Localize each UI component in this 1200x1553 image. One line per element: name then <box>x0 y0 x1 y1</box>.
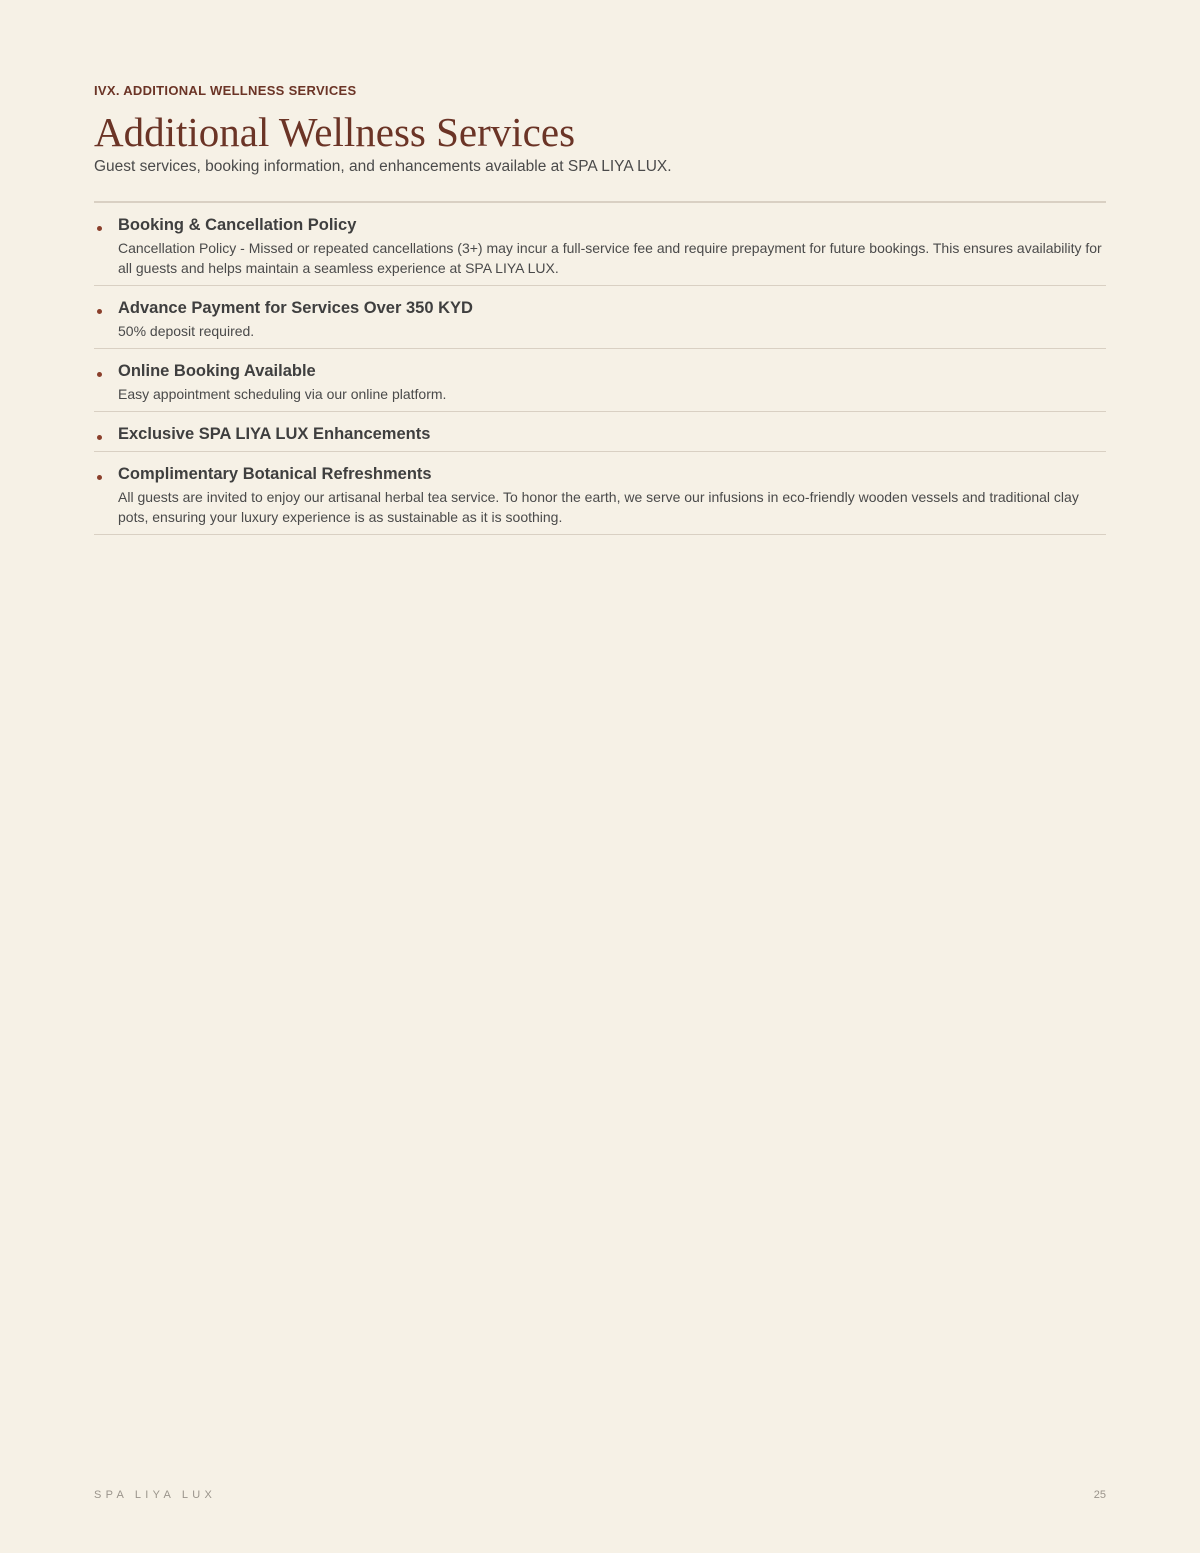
item-description: All guests are invited to enjoy our artisanal herbal tea service. To honor the earth, we serve our infusions in eco-friendly wooden vessels and traditional clay pots, ensuring your luxury experience is as sustainable as it is soothing. <box>118 489 1079 525</box>
bullet-icon <box>97 372 102 377</box>
page-number: 25 <box>1093 1489 1106 1501</box>
services-list <box>94 203 1106 535</box>
page-content <box>94 82 1106 535</box>
bullet-icon <box>97 309 102 314</box>
footer-brand: SPA LIYA LUX <box>94 1489 217 1501</box>
item-title: Complimentary Botanical Refreshments <box>118 465 432 483</box>
bullet-icon <box>97 435 102 440</box>
item-description: Easy appointment scheduling via our online platform. <box>118 386 447 402</box>
list-item <box>94 349 1106 412</box>
item-title: Advance Payment for Services Over 350 KYD <box>118 299 473 317</box>
item-title: Exclusive SPA LIYA LUX Enhancements <box>118 425 431 443</box>
bullet-icon <box>97 226 102 231</box>
item-title: Booking & Cancellation Policy <box>118 216 357 234</box>
page-subtitle: Guest services, booking information, and enhancements available at SPA LIYA LUX. <box>94 158 672 175</box>
item-description: 50% deposit required. <box>118 323 255 339</box>
list-item <box>94 412 1106 452</box>
page-title: Additional Wellness Services <box>94 109 576 155</box>
list-item <box>94 452 1106 535</box>
section-label: IVX. ADDITIONAL WELLNESS SERVICES <box>94 83 357 98</box>
item-title: Online Booking Available <box>118 362 316 380</box>
list-item <box>94 286 1106 349</box>
list-item <box>94 203 1106 286</box>
item-description: Cancellation Policy - Missed or repeated cancellations (3+) may incur a full-service fee and require prepayment for future bookings. This ensures availability for all guests and helps maintain a seamless experience at SPA LIYA LUX. <box>118 240 1102 276</box>
bullet-icon <box>97 475 102 480</box>
